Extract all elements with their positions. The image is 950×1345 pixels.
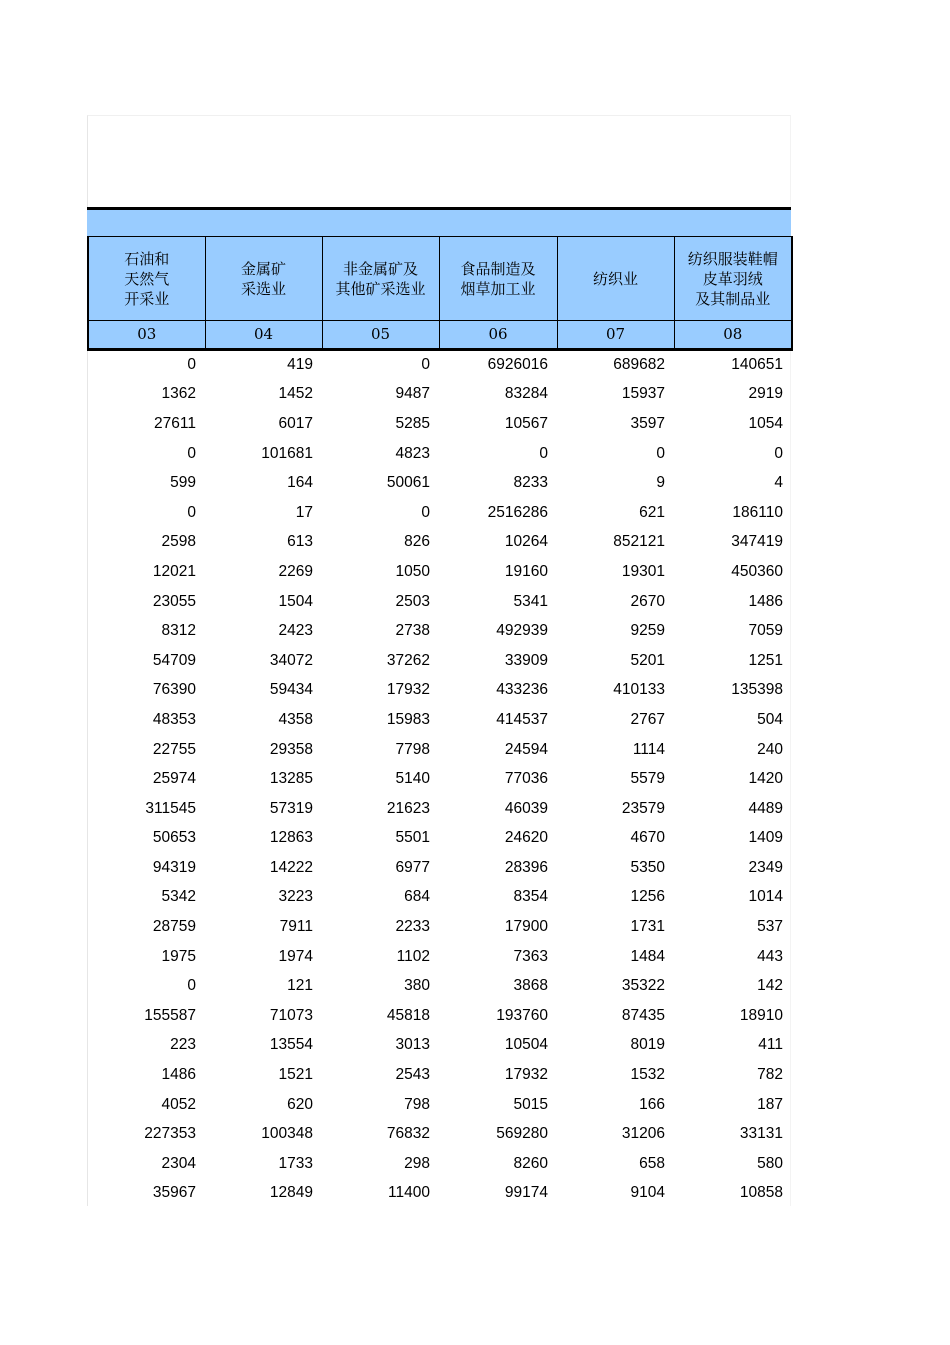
table-row (87, 764, 791, 794)
table-cell: 1114 (632, 740, 665, 758)
table-cell: 826 (404, 533, 430, 551)
table-cell: 142 (757, 977, 783, 995)
table-cell: 240 (757, 740, 783, 758)
table-cell: 48353 (152, 710, 196, 728)
table-cell: 0 (539, 444, 548, 462)
table-cell: 3223 (278, 888, 313, 906)
table-cell: 443 (757, 947, 783, 965)
table-cell: 35967 (152, 1184, 196, 1202)
table-row (87, 616, 791, 646)
table-row (87, 557, 791, 587)
table-row (87, 439, 791, 469)
table-row (87, 1090, 791, 1120)
table-cell: 166 (639, 1095, 665, 1113)
table-cell: 2503 (395, 592, 430, 610)
table-cell: 4 (774, 474, 783, 492)
table-row (87, 705, 791, 735)
table-cell: 8312 (161, 622, 196, 640)
table-cell: 19160 (504, 562, 548, 580)
table-cell: 50061 (386, 474, 430, 492)
table-cell: 684 (404, 888, 430, 906)
table-cell: 12863 (269, 829, 313, 847)
table-cell: 23055 (152, 592, 196, 610)
table-cell: 1054 (748, 414, 783, 432)
table-cell: 1731 (630, 918, 665, 936)
table-cell: 1484 (630, 947, 665, 965)
table-cell: 140651 (731, 355, 783, 373)
table-cell: 101681 (261, 444, 313, 462)
table-cell: 135398 (731, 681, 783, 699)
table-cell: 1362 (161, 385, 196, 403)
table-cell: 0 (774, 444, 783, 462)
table-cell: 94319 (152, 858, 196, 876)
table-row (87, 1179, 791, 1209)
table-cell: 28759 (152, 918, 196, 936)
table-cell: 2423 (278, 622, 313, 640)
table-cell: 6977 (395, 858, 430, 876)
table-cell: 33909 (504, 651, 548, 669)
table-cell: 1420 (748, 770, 783, 788)
table-cell: 187 (757, 1095, 783, 1113)
table-cell: 380 (404, 977, 430, 995)
table-row (87, 528, 791, 558)
table-row (87, 380, 791, 410)
table-cell: 504 (757, 710, 783, 728)
table-row (87, 350, 791, 380)
table-cell: 50653 (152, 829, 196, 847)
table-cell: 186110 (732, 503, 783, 521)
table-cell: 5501 (395, 829, 430, 847)
table-cell: 1014 (748, 888, 783, 906)
table-cell: 1409 (748, 829, 783, 847)
table-cell: 12849 (269, 1184, 313, 1202)
table-cell: 2919 (748, 385, 783, 403)
table-cell: 14222 (269, 858, 313, 876)
table-cell: 0 (187, 503, 196, 521)
column-code: 08 (674, 321, 792, 350)
table-cell: 4358 (278, 710, 313, 728)
table-cell: 71073 (269, 1006, 313, 1024)
table-cell: 620 (287, 1095, 313, 1113)
table-row (87, 1001, 791, 1031)
table-cell: 8233 (513, 474, 548, 492)
table-cell: 17 (295, 503, 313, 521)
data-table-body (87, 350, 791, 1208)
table-cell: 193760 (496, 1006, 548, 1024)
table-cell: 25974 (152, 770, 196, 788)
table-cell: 9487 (395, 385, 430, 403)
table-cell: 613 (287, 533, 313, 551)
table-cell: 689682 (613, 355, 665, 373)
table-row (87, 676, 791, 706)
table-cell: 28396 (504, 858, 548, 876)
table-cell: 5350 (630, 858, 665, 876)
table-cell: 227353 (144, 1125, 196, 1143)
table-cell: 6017 (278, 414, 313, 432)
table-cell: 3013 (395, 1036, 430, 1054)
table-row (87, 1060, 791, 1090)
table-row (87, 794, 791, 824)
column-code: 05 (322, 321, 439, 350)
table-cell: 2670 (630, 592, 665, 610)
table-cell: 76390 (152, 681, 196, 699)
table-cell: 419 (287, 355, 313, 373)
table-cell: 17932 (504, 1066, 548, 1084)
table-row (87, 468, 791, 498)
table-cell: 658 (639, 1154, 665, 1172)
table-cell: 5015 (513, 1095, 548, 1113)
table-row (87, 646, 791, 676)
table-cell: 2767 (630, 710, 665, 728)
table-cell: 24620 (504, 829, 548, 847)
table-cell: 4489 (748, 799, 783, 817)
table-cell: 450360 (731, 562, 783, 580)
table-cell: 45818 (386, 1006, 430, 1024)
table-cell: 0 (656, 444, 665, 462)
table-row (87, 1031, 791, 1061)
table-cell: 87435 (621, 1006, 665, 1024)
table-cell: 621 (639, 503, 665, 521)
table-cell: 2349 (748, 858, 783, 876)
column-header-05: 非金属矿及 其他矿采选业 (322, 237, 439, 321)
column-code: 04 (205, 321, 322, 350)
table-cell: 1733 (278, 1154, 313, 1172)
table-cell: 1486 (748, 592, 783, 610)
table-cell: 164 (287, 474, 313, 492)
table-cell: 9259 (630, 622, 665, 640)
table-row (87, 1149, 791, 1179)
table-cell: 23579 (621, 799, 665, 817)
table-cell: 37262 (386, 651, 430, 669)
table-cell: 7798 (395, 740, 430, 758)
table-cell: 6926016 (487, 355, 548, 373)
table-cell: 10567 (504, 414, 548, 432)
data-table (87, 350, 791, 1208)
table-cell: 1975 (161, 947, 196, 965)
table-cell: 580 (757, 1154, 783, 1172)
table-cell: 311545 (145, 799, 196, 817)
table-cell: 29358 (269, 740, 313, 758)
table-cell: 492939 (496, 622, 548, 640)
table-cell: 2304 (161, 1154, 196, 1172)
table-cell: 1256 (630, 888, 665, 906)
table-cell: 83284 (504, 385, 548, 403)
table-cell: 410133 (613, 681, 665, 699)
table-cell: 414537 (496, 710, 548, 728)
table-cell: 9104 (630, 1184, 665, 1202)
table-cell: 782 (757, 1066, 783, 1084)
column-header-04: 金属矿 采选业 (205, 237, 322, 321)
table-cell: 27611 (154, 414, 196, 432)
column-header-07: 纺织业 (557, 237, 674, 321)
table-cell: 15937 (621, 385, 665, 403)
table-cell: 2269 (278, 562, 313, 580)
table-cell: 1251 (748, 651, 783, 669)
table-row (87, 883, 791, 913)
table-cell: 347419 (731, 533, 783, 551)
table-cell: 3597 (630, 414, 665, 432)
table-cell: 2598 (161, 533, 196, 551)
table-cell: 10264 (504, 533, 548, 551)
column-code: 07 (557, 321, 674, 350)
table-cell: 8354 (513, 888, 548, 906)
table-cell: 1486 (161, 1066, 196, 1084)
table-cell: 24594 (504, 740, 548, 758)
table-cell: 411 (758, 1036, 783, 1054)
table-cell: 3868 (513, 977, 548, 995)
table-cell: 5201 (630, 651, 665, 669)
table-cell: 33131 (739, 1125, 783, 1143)
column-code-row (88, 321, 792, 350)
table-cell: 0 (187, 355, 196, 373)
table-cell: 8260 (513, 1154, 548, 1172)
column-name-row (88, 237, 792, 321)
table-cell: 31206 (621, 1125, 665, 1143)
column-header-03: 石油和 天然气 开采业 (88, 237, 205, 321)
column-header-08: 纺织服装鞋帽 皮革羽绒 及其制品业 (674, 237, 792, 321)
table-row (87, 587, 791, 617)
table-cell: 19301 (621, 562, 665, 580)
table-cell: 852121 (613, 533, 665, 551)
header-band (87, 207, 791, 236)
table-cell: 15983 (386, 710, 430, 728)
table-cell: 1532 (630, 1066, 665, 1084)
table-cell: 59434 (269, 681, 313, 699)
table-cell: 4670 (630, 829, 665, 847)
table-cell: 9 (656, 474, 665, 492)
table-cell: 5285 (395, 414, 430, 432)
table-cell: 35322 (621, 977, 665, 995)
table-cell: 46039 (504, 799, 548, 817)
table-cell: 4823 (395, 444, 430, 462)
table-cell: 10858 (739, 1184, 783, 1202)
table-cell: 1974 (278, 947, 313, 965)
table-cell: 121 (287, 977, 313, 995)
table-cell: 34072 (269, 651, 313, 669)
table-cell: 223 (170, 1036, 196, 1054)
table-cell: 1521 (278, 1066, 313, 1084)
table-cell: 11400 (388, 1184, 430, 1202)
column-header-table (87, 236, 793, 351)
table-row (87, 498, 791, 528)
table-cell: 1102 (396, 947, 430, 965)
table-cell: 2543 (395, 1066, 430, 1084)
column-code: 06 (439, 321, 557, 350)
table-cell: 1504 (278, 592, 313, 610)
table-cell: 5579 (630, 770, 665, 788)
table-cell: 2516286 (487, 503, 548, 521)
table-cell: 8019 (630, 1036, 665, 1054)
table-cell: 0 (421, 355, 430, 373)
table-cell: 7059 (748, 622, 783, 640)
table-row (87, 824, 791, 854)
table-cell: 155587 (144, 1006, 196, 1024)
table-cell: 13554 (269, 1036, 313, 1054)
table-cell: 76832 (386, 1125, 430, 1143)
table-cell: 2738 (395, 622, 430, 640)
table-row (87, 942, 791, 972)
table-cell: 0 (187, 977, 196, 995)
table-row (87, 853, 791, 883)
table-row (87, 1119, 791, 1149)
table-cell: 17932 (386, 681, 430, 699)
table-cell: 599 (170, 474, 196, 492)
table-cell: 433236 (496, 681, 548, 699)
table-cell: 2233 (395, 918, 430, 936)
table-cell: 22755 (152, 740, 196, 758)
table-cell: 798 (404, 1095, 430, 1113)
table-cell: 100348 (261, 1125, 313, 1143)
table-cell: 298 (404, 1154, 430, 1172)
table-cell: 21623 (386, 799, 430, 817)
table-cell: 5140 (395, 770, 430, 788)
table-cell: 13285 (269, 770, 313, 788)
table-cell: 17900 (504, 918, 548, 936)
table-cell: 99174 (504, 1184, 548, 1202)
column-header-06: 食品制造及 烟草加工业 (439, 237, 557, 321)
table-cell: 54709 (152, 651, 196, 669)
table-cell: 569280 (496, 1125, 548, 1143)
table-cell: 12021 (152, 562, 196, 580)
table-cell: 7363 (513, 947, 548, 965)
table-cell: 10504 (504, 1036, 548, 1054)
table-cell: 18910 (739, 1006, 783, 1024)
table-cell: 537 (757, 918, 783, 936)
table-row (87, 735, 791, 765)
table-cell: 5341 (513, 592, 548, 610)
table-cell: 57319 (269, 799, 313, 817)
table-row (87, 971, 791, 1001)
table-row (87, 912, 791, 942)
table-cell: 7911 (279, 918, 313, 936)
table-row (87, 409, 791, 439)
table-cell: 5342 (161, 888, 196, 906)
table-cell: 0 (421, 503, 430, 521)
table-cell: 0 (187, 444, 196, 462)
table-cell: 4052 (161, 1095, 196, 1113)
column-code: 03 (88, 321, 205, 350)
table-cell: 1050 (395, 562, 430, 580)
table-cell: 1452 (278, 385, 313, 403)
table-cell: 77036 (504, 770, 548, 788)
